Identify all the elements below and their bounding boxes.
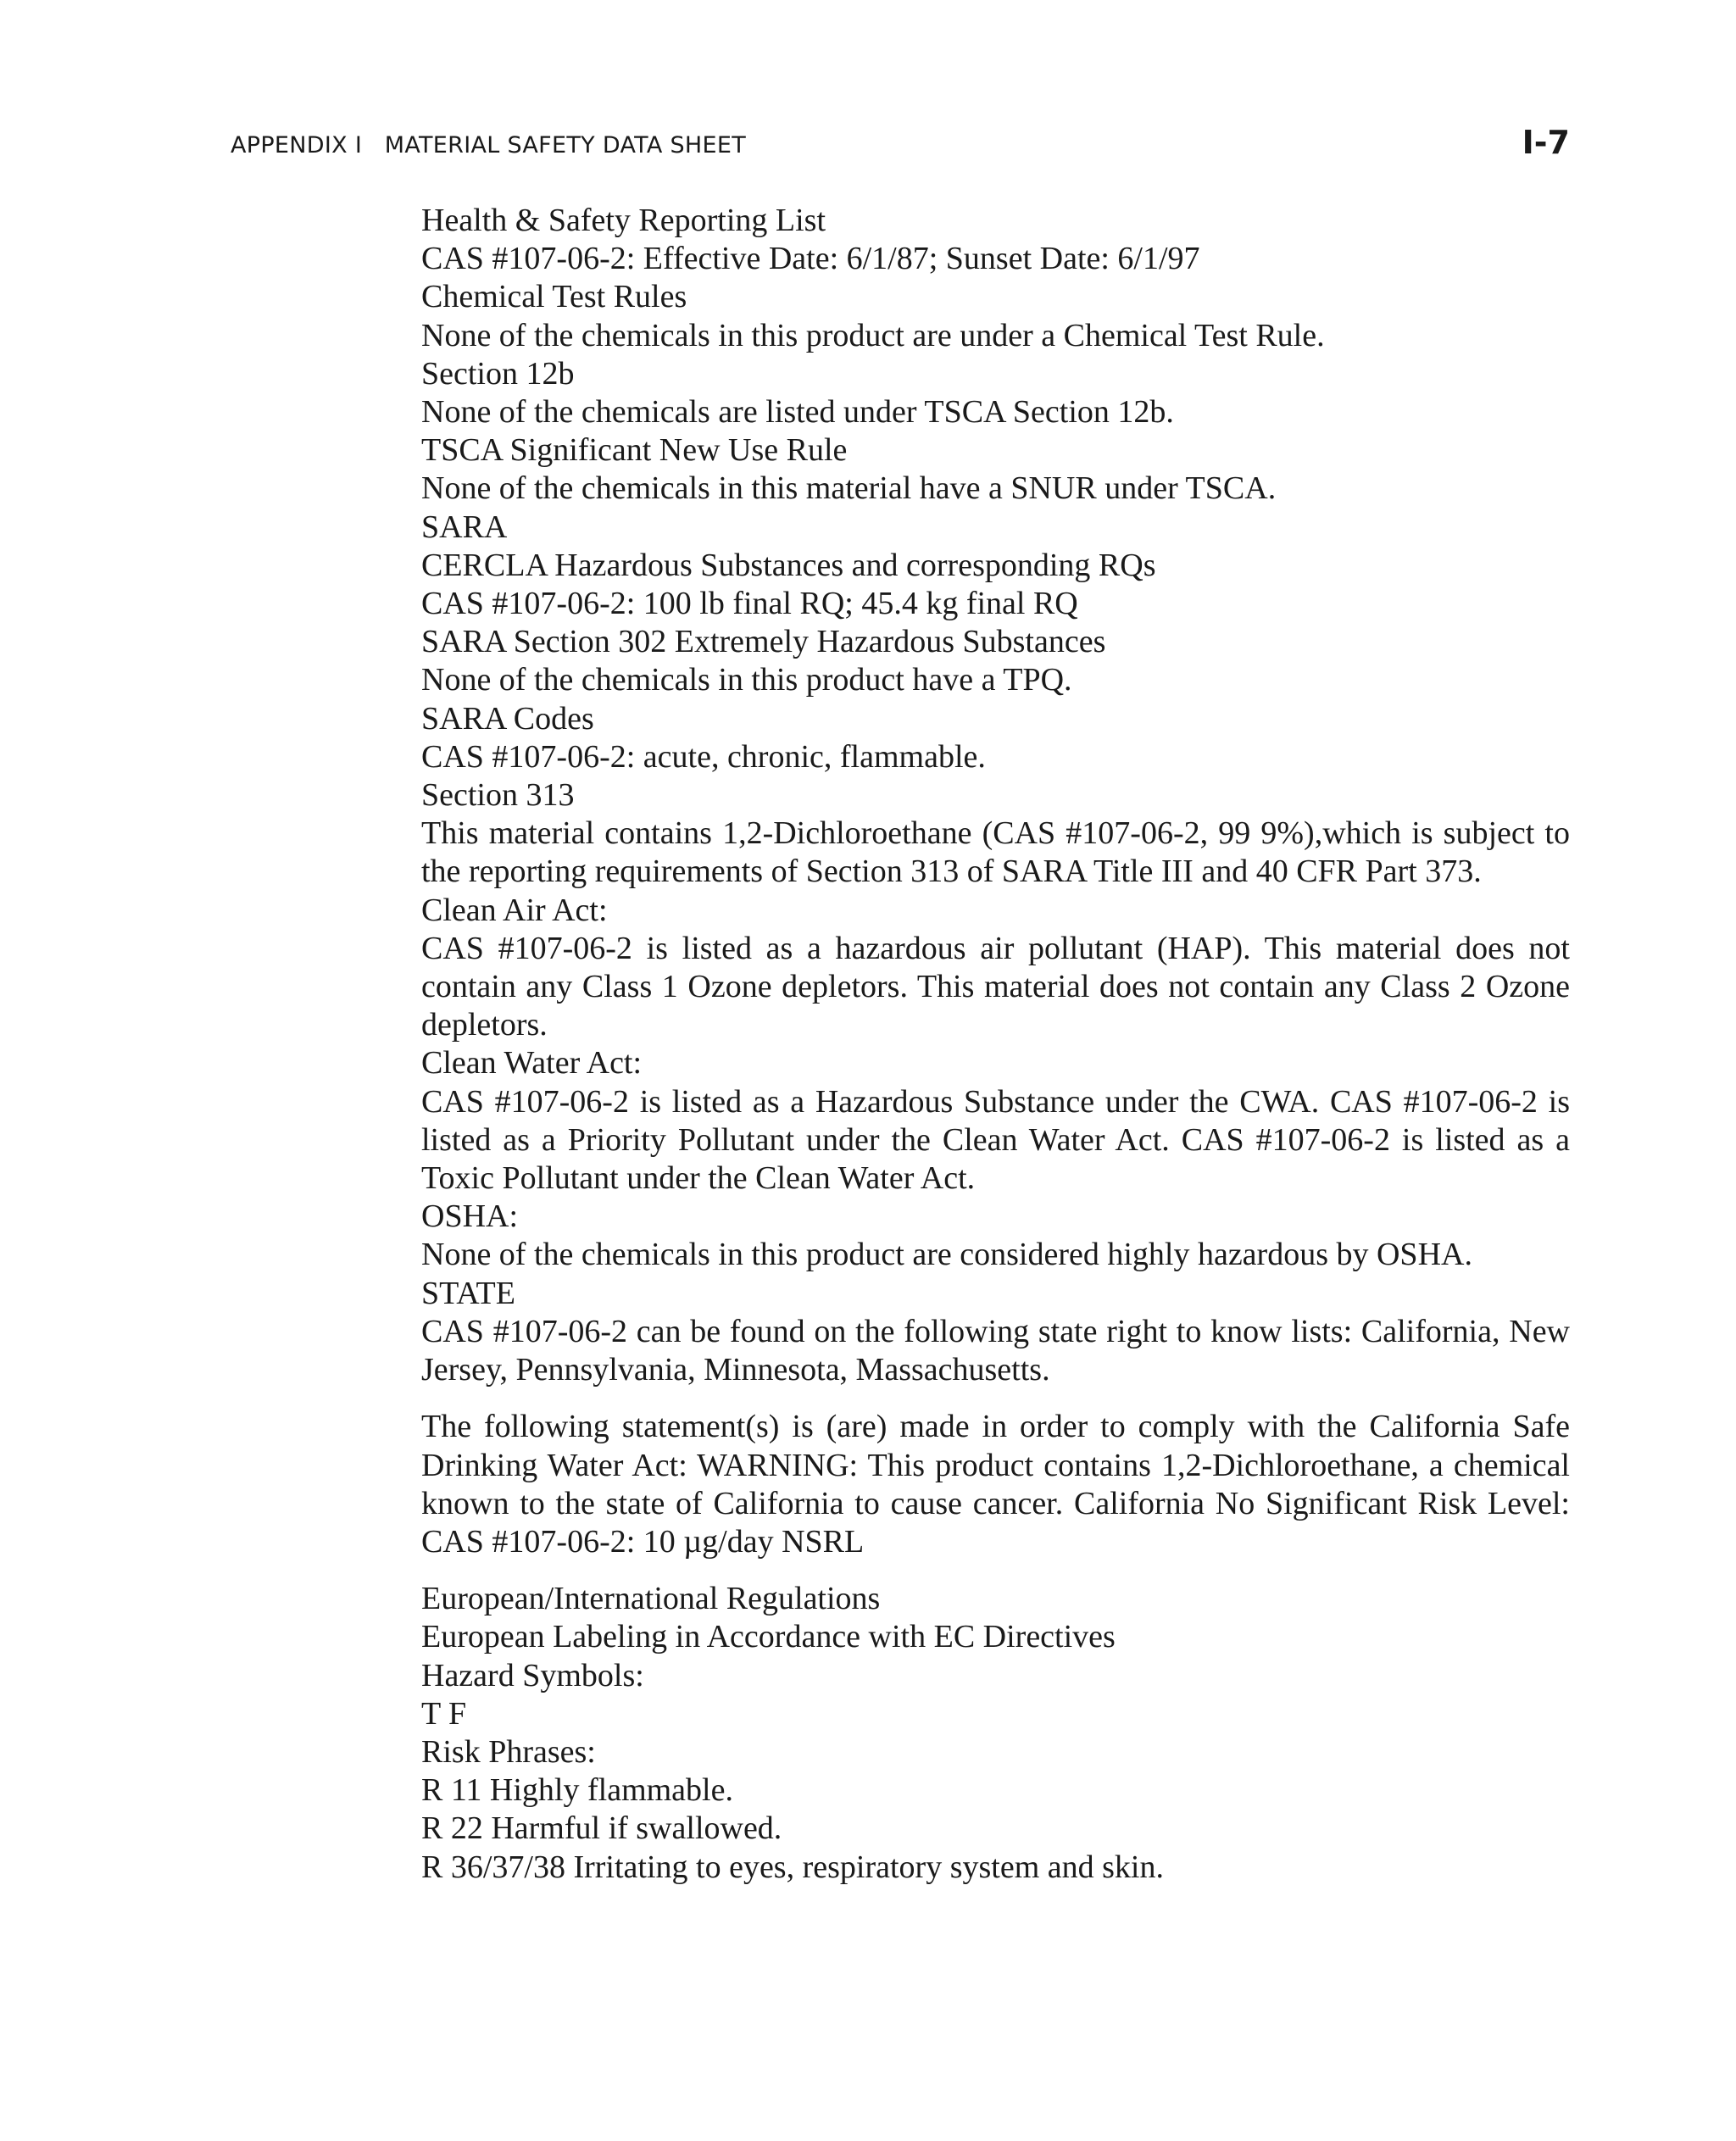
heading-chemical-test-rules: Chemical Test Rules <box>421 279 687 315</box>
state-paragraph: CAS #107-06-2 can be found on the following state right to know lists: California, New Jersey, Pennsylvania, Minnesota, Massachusetts. <box>421 1313 1570 1388</box>
risk-phrase-r36-37-38: R 36/37/38 Irritating to eyes, respiratory system and skin. <box>421 1849 1164 1885</box>
cas-effective-dates: CAS #107-06-2: Effective Date: 6/1/87; Sunset Date: 6/1/97 <box>421 241 1200 277</box>
sara-302-text: None of the chemicals in this product have a TPQ. <box>421 662 1072 698</box>
heading-osha: OSHA: <box>421 1198 519 1235</box>
california-warning-paragraph: The following statement(s) is (are) made in order to comply with the California Safe Drinking Water Act: WARNING: This product contains 1,2-Dichloroethane, a chemical known to the state of California to cause cancer. California No Significant Risk Level: CAS #107-06-2: 10 µg/day NSRL <box>421 1409 1570 1560</box>
clean-air-act-paragraph: CAS #107-06-2 is listed as a hazardous air pollutant (HAP). This material does not contain any Class 1 Ozone depletors. This material does not contain any Class 2 Ozone depletors. <box>421 930 1570 1043</box>
osha-text: None of the chemicals in this product are considered highly hazardous by OSHA. <box>421 1237 1472 1273</box>
heading-cercla: CERCLA Hazardous Substances and corresponding RQs <box>421 547 1156 583</box>
section-313-paragraph: This material contains 1,2-Dichloroethane (CAS #107-06-2, 99 9%),which is subject to the reporting requirements of Section 313 of SARA Title III and 40 CFR Part 373. <box>421 815 1570 890</box>
heading-section-313: Section 313 <box>421 777 575 814</box>
clean-water-act-paragraph: CAS #107-06-2 is listed as a Hazardous Substance under the CWA. CAS #107-06-2 is listed as a Priority Pollutant under the Clean Water Act. CAS #107-06-2 is listed as a Toxic Pollutant under the Clean Water Act. <box>421 1083 1570 1197</box>
risk-phrase-r11: R 11 Highly flammable. <box>421 1772 733 1809</box>
section-12b-text: None of the chemicals are listed under TSCA Section 12b. <box>421 394 1174 431</box>
heading-sara: SARA <box>421 509 508 545</box>
page-body <box>421 202 1570 1887</box>
page-number: I-7 <box>1522 124 1570 161</box>
tsca-snur-text: None of the chemicals in this material have a SNUR under TSCA. <box>421 470 1277 507</box>
heading-risk-phrases: Risk Phrases: <box>421 1733 596 1770</box>
heading-health-safety-reporting-list: Health & Safety Reporting List <box>421 203 826 238</box>
heading-state: STATE <box>421 1275 515 1311</box>
running-title: APPENDIX I MATERIAL SAFETY DATA SHEET <box>231 132 747 158</box>
cercla-rq-text: CAS #107-06-2: 100 lb final RQ; 45.4 kg final RQ <box>421 586 1078 622</box>
heading-sara-302: SARA Section 302 Extremely Hazardous Substances <box>421 624 1106 660</box>
heading-clean-water-act: Clean Water Act: <box>421 1045 643 1082</box>
heading-clean-air-act: Clean Air Act: <box>421 892 608 928</box>
risk-phrase-r22: R 22 Harmful if swallowed. <box>421 1810 782 1847</box>
sara-codes-text: CAS #107-06-2: acute, chronic, flammable. <box>421 738 986 775</box>
running-head <box>231 124 1570 161</box>
heading-european-regulations: European/International Regulations <box>421 1581 881 1617</box>
hazard-symbols-text: T F <box>421 1695 467 1732</box>
european-labeling-text: European Labeling in Accordance with EC Directives <box>421 1619 1116 1655</box>
chemical-test-rules-text: None of the chemicals in this product are under a Chemical Test Rule. <box>421 317 1325 353</box>
heading-hazard-symbols: Hazard Symbols: <box>421 1657 644 1693</box>
heading-sara-codes: SARA Codes <box>421 700 594 737</box>
heading-tsca-snur: TSCA Significant New Use Rule <box>421 432 848 469</box>
heading-section-12b: Section 12b <box>421 355 575 392</box>
